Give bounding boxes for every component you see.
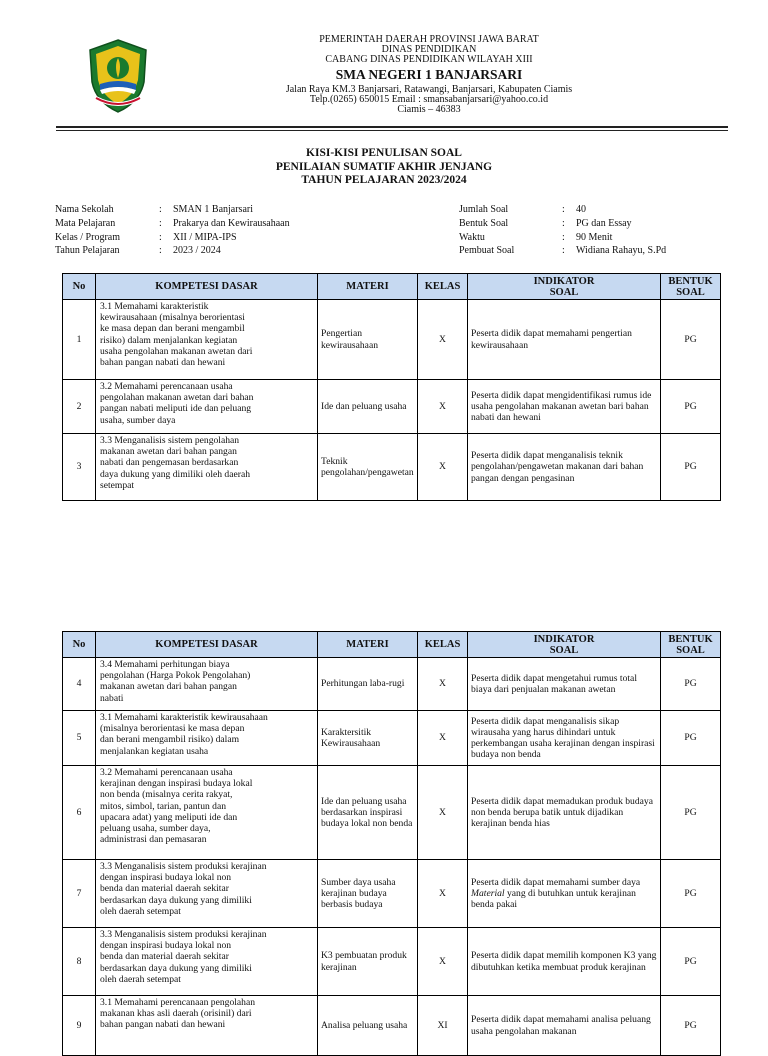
- cell-materi: Ide dan peluang usaha berdasarkan inspirasi budaya lokal non benda: [318, 766, 418, 860]
- kd-text: 3.1 Memahami perencanaan pengolahan makanan khas asli daerah (orisinil) dari bahan pangan nabati dan hewani: [100, 997, 256, 1031]
- cell-bentuk: PG: [661, 928, 721, 996]
- kd-text: 3.3 Menganalisis sistem pengolahan makanan awetan dari bahan pangan nabati dan pengemasan berdasarkan daya dukung yang dimiliki oleh daerah setempat: [100, 435, 250, 491]
- meta-value: PG dan Essay: [576, 217, 632, 229]
- header-bentuk-soal: [661, 274, 721, 300]
- table-row: [63, 996, 721, 1056]
- kd-text: 3.1 Memahami karakteristik kewirausahaan (misalnya berorientasi ke masa depan dan berani mengambil risiko) dalam menjalankan kegiatan usaha: [100, 712, 268, 757]
- cell-kelas: X: [418, 380, 468, 434]
- header-indikator-line1: INDIKATOR: [533, 275, 595, 287]
- meta-sep: :: [562, 217, 565, 229]
- header-bentuk-line1: BENTUK: [668, 275, 713, 287]
- meta-sep: :: [159, 231, 162, 243]
- indikator-emphasis: Material: [471, 887, 505, 899]
- meta-value: SMAN 1 Banjarsari: [173, 204, 253, 215]
- meta-row: [55, 231, 290, 245]
- cell-kompetensi-dasar: [96, 766, 318, 860]
- header-indikator-soal: [468, 632, 661, 658]
- meta-sep: :: [159, 245, 162, 257]
- cell-no: 3: [63, 434, 96, 501]
- header-indikator-soal: [468, 274, 661, 300]
- cell-kompetensi-dasar: [96, 860, 318, 928]
- letterhead-rule-thin: [56, 130, 728, 131]
- header-kompetensi-dasar: KOMPETESI DASAR: [96, 632, 318, 658]
- cell-materi: Sumber daya usaha kerajinan budaya berbasis budaya: [318, 860, 418, 928]
- meta-key: Waktu: [459, 231, 485, 243]
- cell-indikator: Peserta didik dapat menganalisis teknik pengolahan/pengawetan makanan dari bahan pangan dengan pengasinan: [468, 434, 661, 501]
- meta-value: Widiana Rahayu, S.Pd: [576, 245, 667, 257]
- header-indikator-line1: INDIKATOR: [533, 633, 595, 645]
- cell-bentuk: PG: [661, 300, 721, 380]
- table-row: [63, 928, 721, 996]
- cell-kompetensi-dasar: [96, 658, 318, 711]
- document-title: [0, 147, 768, 188]
- cell-kelas: XI: [418, 996, 468, 1056]
- meta-value: XII / MIPA-IPS: [173, 231, 237, 243]
- letterhead: [160, 35, 698, 115]
- title-line-1: KISI-KISI PENULISAN SOAL: [306, 147, 462, 159]
- kisi-kisi-table-1: [62, 273, 721, 501]
- kisi-kisi-table-2: [62, 631, 721, 1056]
- kd-text: 3.2 Memahami perencanaan usaha kerajinan dengan inspirasi budaya lokal non benda (misalnya cerita rakyat, mitos, simbol, tarian, pantun dan upacara adat) yang meliputi ide dan peluang usaha, sumber daya, administrasi dan pemasaran: [100, 767, 253, 846]
- meta-key: Jumlah Soal: [459, 204, 509, 215]
- kd-text: 3.4 Memahami perhitungan biaya pengolahan (Harga Pokok Pengolahan) makanan awetan dari bahan pangan nabati: [100, 659, 251, 704]
- meta-key: Bentuk Soal: [459, 217, 509, 229]
- cell-no: 4: [63, 658, 96, 711]
- meta-key: Nama Sekolah: [55, 204, 114, 215]
- kd-text: 3.1 Memahami karakteristik kewirausahaan (misalnya berorientasi ke masa depan dan berani mengambil risiko) dalam menjalankan kegiatan usaha pengolahan makanan awetan dari bahan pangan nabati dan hewani: [100, 301, 253, 369]
- cell-no: 5: [63, 711, 96, 766]
- table-row: [63, 380, 721, 434]
- kd-text: 3.3 Menganalisis sistem produksi kerajinan dengan inspirasi budaya lokal non benda dan material daerah sekitar berdasarkan daya dukung yang dimiliki oleh daerah setempat: [100, 929, 267, 985]
- school-address: Jalan Raya KM.3 Banjarsari, Ratawangi, Banjarsari, Kabupaten Ciamis: [285, 83, 573, 95]
- header-materi: MATERI: [318, 274, 418, 300]
- header-line-2: DINAS PENDIDIKAN: [381, 44, 477, 56]
- cell-materi: Analisa peluang usaha: [318, 996, 418, 1056]
- cell-bentuk: PG: [661, 860, 721, 928]
- meta-row: [459, 217, 666, 231]
- header-bentuk-line2: SOAL: [676, 286, 705, 298]
- meta-key: Mata Pelajaran: [55, 217, 116, 229]
- school-contact: Telp.(0265) 650015 Email : smansabanjarsari@yahoo.co.id: [309, 93, 549, 105]
- cell-indikator: Peserta didik dapat menganalisis sikap wirausaha yang harus dihindari untuk perkembangan usaha kerajinan dengan inspirasi budaya non benda: [468, 711, 661, 766]
- title-line-3: TAHUN PELAJARAN 2023/2024: [301, 174, 467, 186]
- meta-right: [459, 203, 666, 258]
- meta-row: [459, 231, 666, 245]
- cell-no: 8: [63, 928, 96, 996]
- header-materi: MATERI: [318, 632, 418, 658]
- meta-key: Tahun Pelajaran: [55, 245, 120, 257]
- header-bentuk-line1: BENTUK: [668, 633, 713, 645]
- table-row: [63, 711, 721, 766]
- meta-value: 40: [576, 204, 586, 215]
- cell-kelas: X: [418, 300, 468, 380]
- meta-value: 90 Menit: [576, 231, 613, 243]
- cell-kompetensi-dasar: [96, 434, 318, 501]
- table-row: [63, 658, 721, 711]
- table-row: [63, 766, 721, 860]
- meta-row: [55, 244, 290, 258]
- table-header-row: [63, 274, 721, 300]
- cell-materi: Teknik pengolahan/pengawetan: [318, 434, 418, 501]
- cell-indikator: [468, 860, 661, 928]
- cell-materi: Karaktersitik Kewirausahaan: [318, 711, 418, 766]
- cell-kelas: X: [418, 860, 468, 928]
- header-no: No: [63, 632, 96, 658]
- header-line-3: CABANG DINAS PENDIDIKAN WILAYAH XIII: [325, 54, 533, 66]
- cell-bentuk: PG: [661, 766, 721, 860]
- school-name: SMA NEGERI 1 BANJARSARI: [335, 66, 523, 82]
- header-kelas: KELAS: [418, 632, 468, 658]
- header-kelas: KELAS: [418, 274, 468, 300]
- title-line-2: PENILAIAN SUMATIF AKHIR JENJANG: [275, 160, 493, 173]
- cell-kompetensi-dasar: [96, 928, 318, 996]
- header-indikator-line2: SOAL: [549, 286, 579, 298]
- cell-no: 2: [63, 380, 96, 434]
- meta-row: [55, 217, 290, 231]
- cell-materi: Ide dan peluang usaha: [318, 380, 418, 434]
- kd-text: 3.2 Memahami perencanaan usaha pengolahan makanan awetan dari bahan pangan nabati meliputi ide dan peluang usaha, sumber daya: [100, 381, 254, 426]
- meta-row: [459, 203, 666, 217]
- header-no: No: [63, 274, 96, 300]
- cell-bentuk: PG: [661, 996, 721, 1056]
- cell-materi: Pengertian kewirausahaan: [318, 300, 418, 380]
- cell-bentuk: PG: [661, 711, 721, 766]
- kd-text: 3.3 Menganalisis sistem produksi kerajinan dengan inspirasi budaya lokal non benda dan material daerah sekitar berdasarkan daya dukung yang dimiliki oleh daerah setempat: [100, 861, 267, 917]
- cell-kompetensi-dasar: [96, 711, 318, 766]
- meta-key: Pembuat Soal: [459, 245, 515, 257]
- table-row: [63, 434, 721, 501]
- cell-materi: Perhitungan laba-rugi: [318, 658, 418, 711]
- cell-bentuk: PG: [661, 380, 721, 434]
- indikator-part-b: yang di butuhkan untuk kerajinan benda pakai: [471, 887, 636, 911]
- cell-kompetensi-dasar: [96, 380, 318, 434]
- meta-sep: :: [562, 231, 565, 243]
- cell-indikator: Peserta didik dapat memilih komponen K3 yang dibutuhkan ketika membuat produk kerajinan: [468, 928, 661, 996]
- header-bentuk-line2: SOAL: [676, 644, 705, 656]
- meta-row: [459, 244, 666, 258]
- cell-kelas: X: [418, 658, 468, 711]
- meta-sep: :: [562, 204, 565, 215]
- school-city: Ciamis – 46383: [397, 104, 461, 116]
- cell-indikator: Peserta didik dapat memahami pengertian kewirausahaan: [468, 300, 661, 380]
- meta-sep: :: [562, 245, 565, 257]
- cell-indikator: Peserta didik dapat memahami analisa peluang usaha pengolahan makanan: [468, 996, 661, 1056]
- cell-kelas: X: [418, 711, 468, 766]
- header-indikator-line2: SOAL: [549, 644, 579, 656]
- cell-kelas: X: [418, 928, 468, 996]
- meta-sep: :: [159, 217, 162, 229]
- header-kompetensi-dasar: KOMPETESI DASAR: [96, 274, 318, 300]
- cell-indikator: Peserta didik dapat mengetahui rumus total biaya dari penjualan makanan awetan: [468, 658, 661, 711]
- cell-kelas: X: [418, 766, 468, 860]
- meta-sep: :: [159, 204, 162, 215]
- letterhead-rule-thick: [56, 126, 728, 128]
- cell-no: 7: [63, 860, 96, 928]
- meta-value: 2023 / 2024: [173, 245, 221, 257]
- meta-value: Prakarya dan Kewirausahaan: [173, 217, 290, 229]
- table-header-row: [63, 632, 721, 658]
- cell-materi: K3 pembuatan produk kerajinan: [318, 928, 418, 996]
- meta-key: Kelas / Program: [55, 231, 120, 243]
- cell-bentuk: PG: [661, 658, 721, 711]
- cell-kompetensi-dasar: [96, 996, 318, 1056]
- cell-bentuk: PG: [661, 434, 721, 501]
- cell-indikator: Peserta didik dapat memadukan produk budaya non benda berupa batik untuk dijadikan kerajinan benda hias: [468, 766, 661, 860]
- west-java-emblem-icon: [86, 38, 150, 114]
- header-line-1: PEMERINTAH DAERAH PROVINSI JAWA BARAT: [319, 34, 539, 45]
- cell-no: 1: [63, 300, 96, 380]
- cell-kompetensi-dasar: [96, 300, 318, 380]
- table-row: [63, 860, 721, 928]
- table-row: [63, 300, 721, 380]
- indikator-part-a: Peserta didik dapat memahami sumber daya: [471, 876, 641, 888]
- cell-no: 9: [63, 996, 96, 1056]
- cell-kelas: X: [418, 434, 468, 501]
- meta-left: [55, 203, 290, 258]
- header-bentuk-soal: [661, 632, 721, 658]
- cell-indikator: Peserta didik dapat mengidentifikasi rumus ide usaha pengolahan makanan awetan bari bahan nabati dan hewani: [468, 380, 661, 434]
- cell-no: 6: [63, 766, 96, 860]
- meta-row: [55, 203, 290, 217]
